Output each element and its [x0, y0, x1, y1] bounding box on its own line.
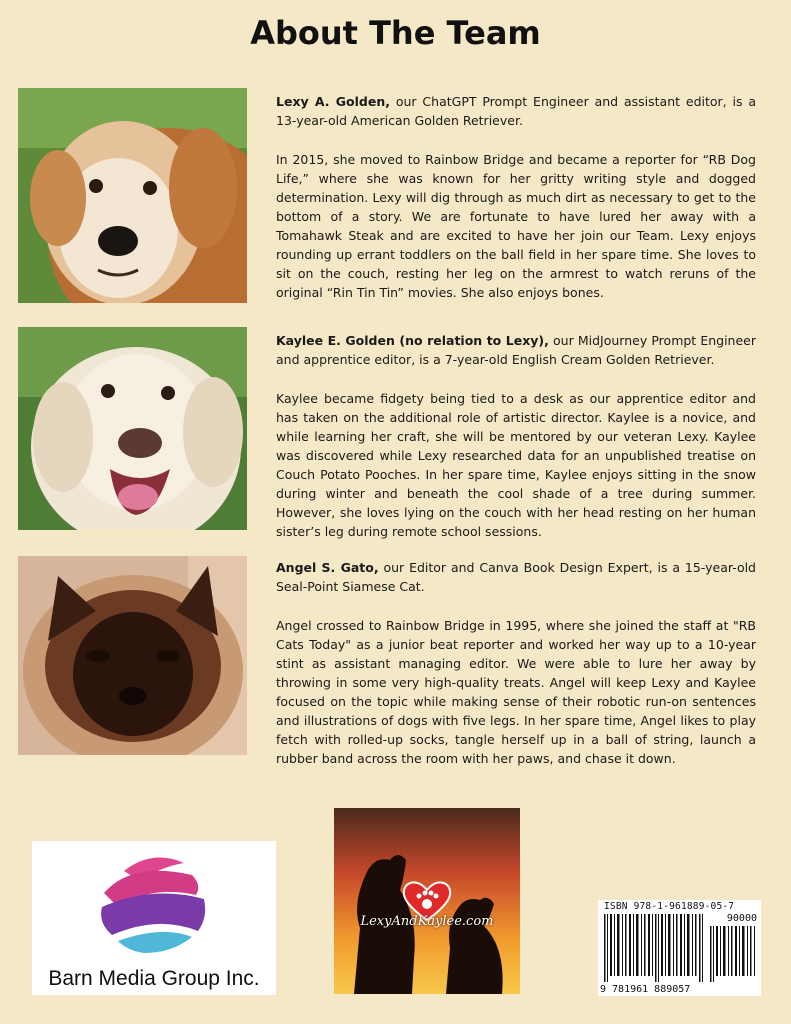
- angel-name: Angel S. Gato,: [276, 560, 379, 575]
- kaylee-photo: [18, 327, 247, 530]
- price-code: 90000: [726, 913, 757, 924]
- sunset-dogs-icon: [334, 808, 520, 994]
- lexy-bio: [276, 92, 756, 322]
- kaylee-bio: [276, 331, 756, 561]
- angel-photo: [18, 556, 247, 755]
- lexy-photo: [18, 88, 247, 303]
- kaylee-name: Kaylee E. Golden (no relation to Lexy),: [276, 333, 549, 348]
- lexy-story: In 2015, she moved to Rainbow Bridge and became a reporter for “RB Dog Life,” where she was known for her gritty writing style and dogged determination. Lexy will dig through as much dirt as necessary to get to the bottom of a story. We are fortunate to have lured her away with a Tomahawk Steak and are excited to have her join our Team. Lexy enjoys rounding up errant toddlers on the ball field in her spare time. She loves to sit on the couch, resting her leg on the armrest to watch reruns of the original “Rin Tin Tin” movies. She also enjoys bones.: [276, 152, 756, 300]
- lexy-name: Lexy A. Golden,: [276, 94, 390, 109]
- isbn-number: 9 781961 889057: [600, 984, 691, 995]
- angel-intro: Angel S. Gato, our Editor and Canva Book Design Expert, is a 15-year-old Seal-Point Siamese Cat.: [276, 560, 756, 594]
- sphere-swirl-icon: [32, 841, 276, 966]
- isbn-barcode: [598, 900, 761, 996]
- barn-media-name: Barn Media Group Inc.: [48, 967, 260, 990]
- page-title: About The Team: [250, 14, 541, 52]
- lexy-intro: Lexy A. Golden, our ChatGPT Prompt Engineer and assistant editor, is a 13-year-old American Golden Retriever.: [276, 94, 757, 128]
- angel-story: Angel crossed to Rainbow Bridge in 1995, where she joined the staff at "RB Cats Today" as a junior beat reporter and worked her way up to a 10-year stint as assistant managing editor. We were able to lure her away by throwing in some very high-quality treats. Angel will keep Lexy and Kaylee focused on the topic while making sense of their robotic run-on sentences and illustrations of dogs with five legs. In her spare time, Angel likes to play fetch with rolled-up socks, tangle herself up in a ball of string, launch a rubber band across the room with her paws, and chase it down.: [276, 618, 756, 766]
- isbn-label: ISBN 978-1-961889-05-7: [604, 901, 735, 912]
- angel-bio: [276, 558, 756, 788]
- site-url: LexyAndKaylee.com: [360, 914, 494, 929]
- barn-media-logo: [32, 841, 276, 995]
- kaylee-story: Kaylee became fidgety being tied to a desk as our apprentice editor and has taken on the additional role of artistic director. Kaylee is a novice, and while learning her craft, she will be mentored by our veteran Lexy. Kaylee was discovered while Lexy researched data for an unpublished treatise on Couch Potato Pooches. In her spare time, Kaylee enjoys sitting in the snow during winter and beneath the cool shade of a tree during summer. However, she loves lying on the couch with her head resting on her human sister’s leg during remote school sessions.: [276, 391, 756, 539]
- lexyandkaylee-logo: [334, 808, 520, 994]
- kaylee-intro: Kaylee E. Golden (no relation to Lexy), our MidJourney Prompt Engineer and apprentice editor, is a 7-year-old English Cream Golden Retriever.: [276, 333, 756, 367]
